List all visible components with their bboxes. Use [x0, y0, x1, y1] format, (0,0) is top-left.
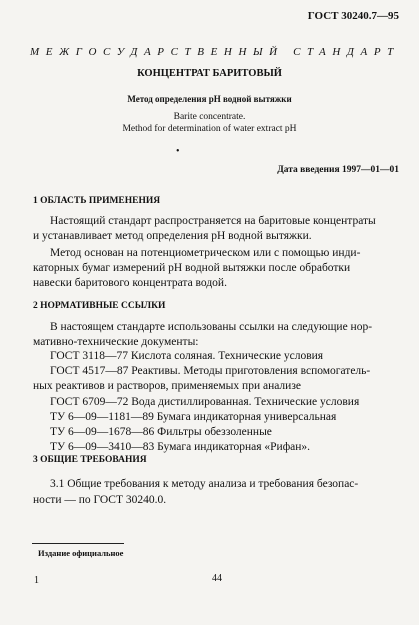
- english-title-line-1: Barite concentrate.: [173, 112, 246, 122]
- standard-banner: МЕЖГОСУДАРСТВЕННЫЙ СТАНДАРТ: [30, 46, 400, 58]
- section-2-text: мативно-технические документы:: [33, 336, 199, 348]
- section-3-heading: 3 ОБЩИЕ ТРЕБОВАНИЯ: [33, 455, 147, 465]
- section-1-text: и устанавливает метод определения pH водной вытяжки.: [33, 230, 312, 242]
- document-title: КОНЦЕНТРАТ БАРИТОВЫЙ: [137, 68, 282, 79]
- reference-item: ГОСТ 3118—77 Кислота соляная. Технические условия: [50, 350, 324, 362]
- section-1-text: Метод основан на потенциометрическом или с помощью инди-: [50, 247, 361, 259]
- reference-item: ТУ 6—09—1678—86 Фильтры обеззоленные: [50, 426, 272, 438]
- english-title-line-2: Method for determination of water extract pH: [122, 124, 297, 134]
- section-1-heading: 1 ОБЛАСТЬ ПРИМЕНЕНИЯ: [33, 196, 161, 206]
- reference-item: ГОСТ 6709—72 Вода дистиллированная. Технические условия: [50, 396, 360, 408]
- page-number: 44: [212, 573, 222, 584]
- reference-item: ных реактивов и растворов, применяемых при анализе: [33, 380, 301, 392]
- section-1-text: навески баритового концентрата водой.: [33, 277, 227, 289]
- reference-item: ГОСТ 4517—87 Реактивы. Методы приготовления вспомогатель-: [50, 365, 371, 377]
- reference-item: ТУ 6—09—1181—89 Бумага индикаторная универсальная: [50, 411, 337, 423]
- section-1-text: каторных бумаг измерений pH водной вытяжки после обработки: [33, 262, 351, 274]
- section-2-text: В настоящем стандарте использованы ссылки на следующие нор-: [50, 321, 373, 333]
- document-subtitle: Метод определения pH водной вытяжки: [127, 94, 292, 104]
- bullet-mark: •: [176, 146, 180, 157]
- section-3-text: 3.1 Общие требования к методу анализа и требования безопас-: [50, 478, 359, 490]
- official-edition-note: Издание официальное: [38, 548, 124, 558]
- left-margin-number: 1: [34, 575, 39, 586]
- section-1-text: Настоящий стандарт распространяется на баритовые концентраты: [50, 215, 376, 227]
- footnote-rule: [32, 543, 124, 544]
- reference-item: ТУ 6—09—3410—83 Бумага индикаторная «Рифан».: [50, 441, 311, 453]
- document-code: ГОСТ 30240.7—95: [307, 10, 399, 22]
- section-2-heading: 2 НОРМАТИВНЫЕ ССЫЛКИ: [33, 301, 166, 311]
- section-3-text: ности — по ГОСТ 30240.0.: [33, 494, 167, 506]
- introduction-date: Дата введения 1997—01—01: [277, 165, 399, 175]
